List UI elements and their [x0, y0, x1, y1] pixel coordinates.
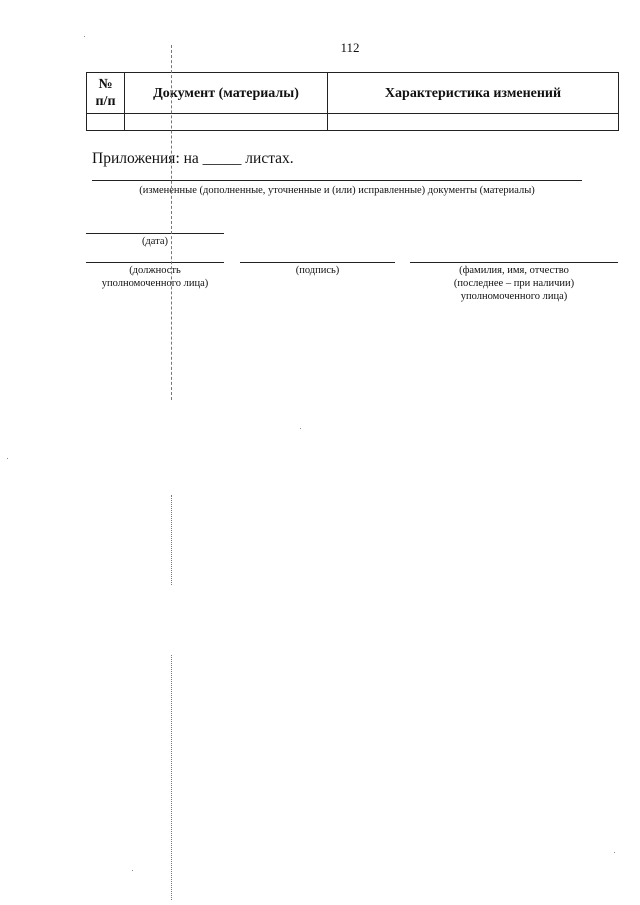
position-line: [86, 262, 224, 263]
documents-line: [92, 180, 582, 181]
header-document: Документ (материалы): [125, 73, 328, 114]
page-number: 112: [340, 40, 360, 55]
scan-fold-line: [171, 45, 172, 400]
cell-characteristic: [328, 114, 619, 131]
scan-speck: [84, 36, 85, 37]
date-caption: (дата): [141, 236, 169, 247]
fullname-caption: (фамилия, имя, отчество (последнее – при наличии) уполномоченного лица): [453, 265, 575, 302]
header-number: № п/п: [87, 73, 125, 114]
scan-fold-line-bottom: [171, 655, 172, 900]
scan-speck: [300, 428, 301, 429]
position-caption: (должность уполномоченного лица): [101, 265, 209, 289]
documents-caption: (измененные (дополненные, уточненные и (или) исправленные) документы (материалы): [139, 185, 535, 196]
scan-speck: [132, 870, 133, 871]
date-line: [86, 233, 224, 234]
appendix-line: Приложения: на _____ листах.: [92, 150, 294, 167]
scan-speck: [7, 458, 8, 459]
fullname-line: [410, 262, 618, 263]
scan-speck: [614, 852, 615, 853]
cell-number: [87, 114, 125, 131]
table-row: [87, 114, 619, 131]
header-characteristic: Характеристика изменений: [328, 73, 619, 114]
signature-caption: (подпись): [295, 265, 340, 276]
changes-table: [86, 72, 619, 131]
cell-document: [125, 114, 328, 131]
scan-fold-line-lower: [171, 495, 172, 585]
signature-line: [240, 262, 395, 263]
table-header-row: [87, 73, 619, 114]
